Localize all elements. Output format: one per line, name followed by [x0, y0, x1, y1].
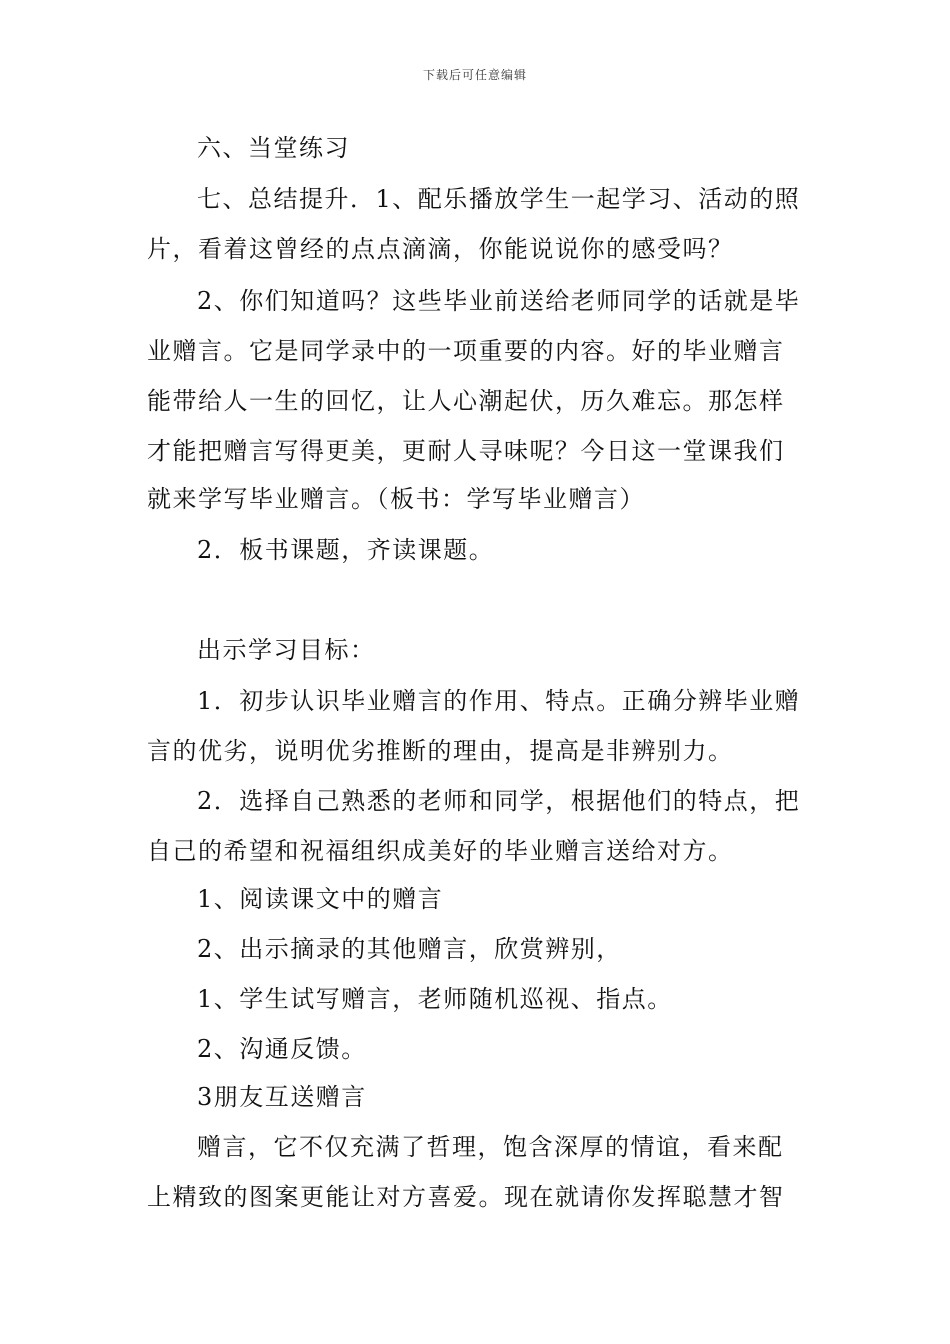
paragraph-line: 言的优劣，说明优劣推断的理由，提高是非辨别力。: [147, 737, 734, 765]
paragraph-line: 2、出示摘录的其他赠言，欣赏辨别，: [197, 935, 622, 963]
paragraph-line: 2．选择自己熟悉的老师和同学，根据他们的特点，把: [197, 787, 801, 815]
paragraph-line: 才能把赠言写得更美，更耐人寻味呢？今日这一堂课我们: [147, 437, 785, 465]
paragraph-line: 能带给人一生的回忆，让人心潮起伏，历久难忘。那怎样: [147, 387, 785, 415]
paragraph-line: 赠言，它不仅充满了哲理，饱含深厚的情谊，看来配: [197, 1133, 784, 1161]
paragraph-line: 2．板书课题，齐读课题。: [197, 536, 495, 564]
paragraph-line: 就来学写毕业赠言。（板书：学写毕业赠言）: [147, 485, 645, 513]
page-header-note: 下载后可任意编辑: [422, 68, 527, 82]
paragraph-line: 2、沟通反馈。: [197, 1035, 367, 1063]
paragraph-line: 业赠言。它是同学录中的一项重要的内容。好的毕业赠言: [147, 337, 785, 365]
paragraph-line: 3朋友互送赠言: [197, 1083, 367, 1111]
paragraph-line: 1、阅读课文中的赠言: [197, 885, 444, 913]
paragraph-line: 上精致的图案更能让对方喜爱。现在就请你发挥聪慧才智: [147, 1183, 785, 1211]
paragraph-line: 1、学生试写赠言，老师随机巡视、指点。: [197, 985, 673, 1013]
section-heading-practice: 六、当堂练习: [197, 134, 350, 162]
paragraph-line: 1．初步认识毕业赠言的作用、特点。正确分辨毕业赠: [197, 687, 801, 715]
section-heading-objectives: 出示学习目标：: [197, 636, 376, 664]
paragraph-line: 自己的希望和祝福组织成美好的毕业赠言送给对方。: [147, 837, 734, 865]
paragraph-line: 2、你们知道吗？这些毕业前送给老师同学的话就是毕: [197, 287, 801, 315]
paragraph-line: 片，看着这曾经的点点滴滴，你能说说你的感受吗？: [147, 235, 734, 263]
paragraph-line: 七、总结提升．1、配乐播放学生一起学习、活动的照: [197, 185, 801, 213]
